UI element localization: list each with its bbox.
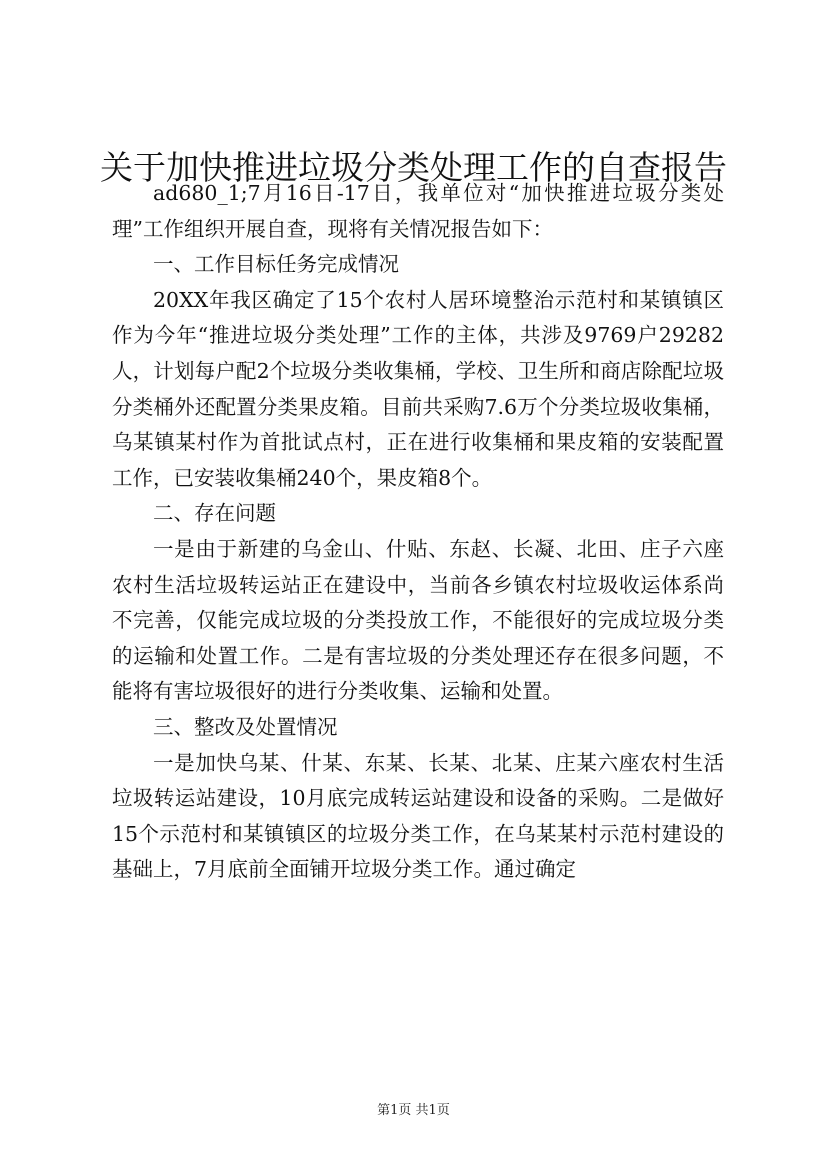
section-heading-2: 二、存在问题 bbox=[153, 501, 276, 526]
intro-paragraph: ad680_1;7月16日-17日，我单位对“加快推进垃圾分类处理”工作组织开展自查，现将有关情况报告如下： bbox=[112, 181, 724, 241]
document-title: 关于加快推进垃圾分类处理工作的自查报告 bbox=[100, 148, 727, 187]
section-heading-3: 三、整改及处置情况 bbox=[153, 714, 338, 739]
section-1-paragraph: 20XX年我区确定了15个农村人居环境整治示范村和某镇镇区作为今年“推进垃圾分类处理”工作的主体，共涉及9769户29282人，计划每户配2个垃圾分类收集桶，学校、卫生所和商店除配垃圾分类桶外还配置分类果皮箱。目前共采购7.6万个分类垃圾收集桶，乌某镇某村作为首批试点村，正在进行收集桶和果皮箱的安装配置工作，已安装收集桶240个，果皮箱8个。 bbox=[112, 287, 724, 490]
document-body bbox=[112, 176, 724, 888]
section-3-paragraph: 一是加快乌某、什某、东某、长某、北某、庄某六座农村生活垃圾转运站建设，10月底完成转运站建设和设备的采购。二是做好15个示范村和某镇镇区的垃圾分类工作，在乌某某村示范村建设的基础上，7月底前全面铺开垃圾分类工作。通过确定 bbox=[112, 750, 724, 882]
page-footer: 第1页 共1页 bbox=[377, 1103, 450, 1118]
section-heading-1: 一、工作目标任务完成情况 bbox=[153, 252, 399, 277]
section-2-paragraph: 一是由于新建的乌金山、什贴、东赵、长凝、北田、庄子六座农村生活垃圾转运站正在建设中，当前各乡镇农村垃圾收运体系尚不完善，仅能完成垃圾的分类投放工作，不能很好的完成垃圾分类的运输和处置工作。二是有害垃圾的分类处理还存在很多问题，不能将有害垃圾很好的进行分类收集、运输和处置。 bbox=[112, 536, 724, 704]
